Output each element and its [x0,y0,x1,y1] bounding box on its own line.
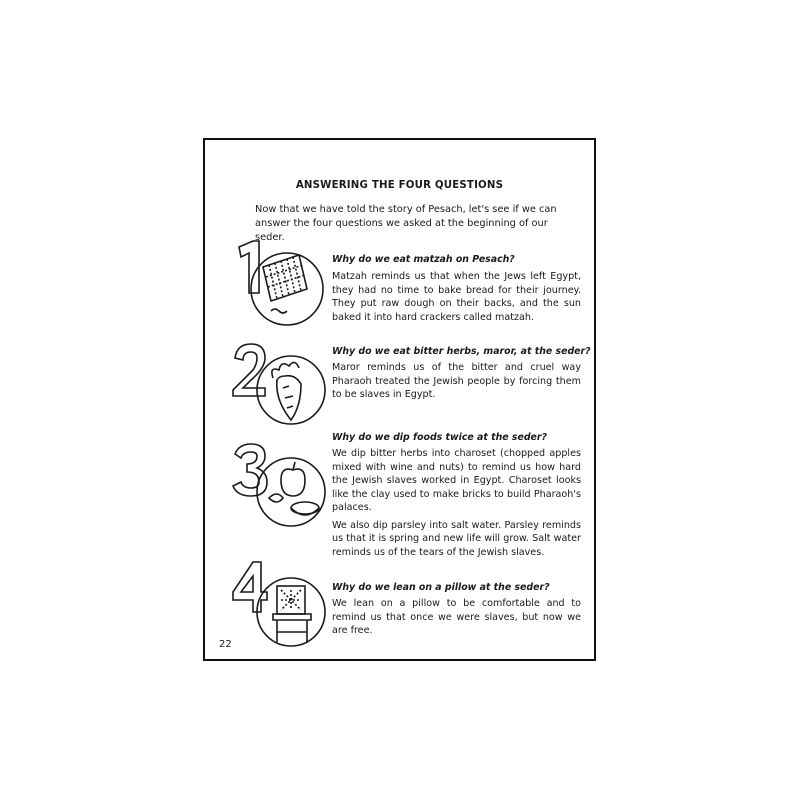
numeral-3-outline [233,444,267,496]
pillow-chair-icon [273,586,311,642]
circle-frame [257,458,325,526]
matzah-icon [263,255,307,301]
question-4-answer [332,597,581,642]
page-number: 22 [219,639,232,650]
number-1-illustration [233,237,329,333]
question-1-answer [332,270,581,328]
bitter-herb-icon [272,362,301,420]
question-1-heading: Why do we eat matzah on Pesach? [332,254,515,265]
answer-paragraph: We also dip parsley into salt water. Parsley reminds us that it is spring and new life will grow. Salt water reminds us of the tears of the Jewish slaves. [332,519,581,558]
question-2-answer [332,361,581,406]
circle-frame [257,578,325,646]
number-2-illustration [229,340,329,430]
numeral-2-outline [233,344,265,396]
answer-paragraph: We dip bitter herbs into charoset (chopped apples mixed with wine and nuts) to remind us how hard the Jewish slaves worked in Egypt. Charoset looks like the clay used to make bricks to build Pharaoh's palaces. [332,448,581,513]
question-4-heading: Why do we lean on a pillow at the seder? [332,582,550,593]
charoset-apple-icon [269,462,319,515]
question-2-heading: Why do we eat bitter herbs, maror, at the seder? [332,346,591,357]
numeral-1-outline [239,241,259,293]
number-4-illustration [229,558,329,650]
question-3-heading: Why do we dip foods twice at the seder? [332,432,547,443]
answer-paragraph: We lean on a pillow to be comfortable and to remind us that once we were slaves, but now we are free. [332,598,581,636]
intro-paragraph: Now that we have told the story of Pesach, let's see if we can answer the four questions we asked at the beginning of our seder. [255,204,557,243]
page-title: ANSWERING THE FOUR QUESTIONS [295,180,504,191]
number-3-illustration [229,440,329,532]
answer-paragraph: Maror reminds us of the bitter and cruel way Pharaoh treated the Jewish people by forcing them to be slaves in Egypt. [332,362,581,400]
circle-frame [257,356,325,424]
numeral-4-outline [233,562,267,612]
answer-paragraph: Matzah reminds us that when the Jews left Egypt, they had no time to bake bread for their journey. They put raw dough on their backs, and the sun baked it into hard crackers called matzah. [332,271,581,323]
book-page [203,138,596,661]
question-3-answer [332,447,581,563]
